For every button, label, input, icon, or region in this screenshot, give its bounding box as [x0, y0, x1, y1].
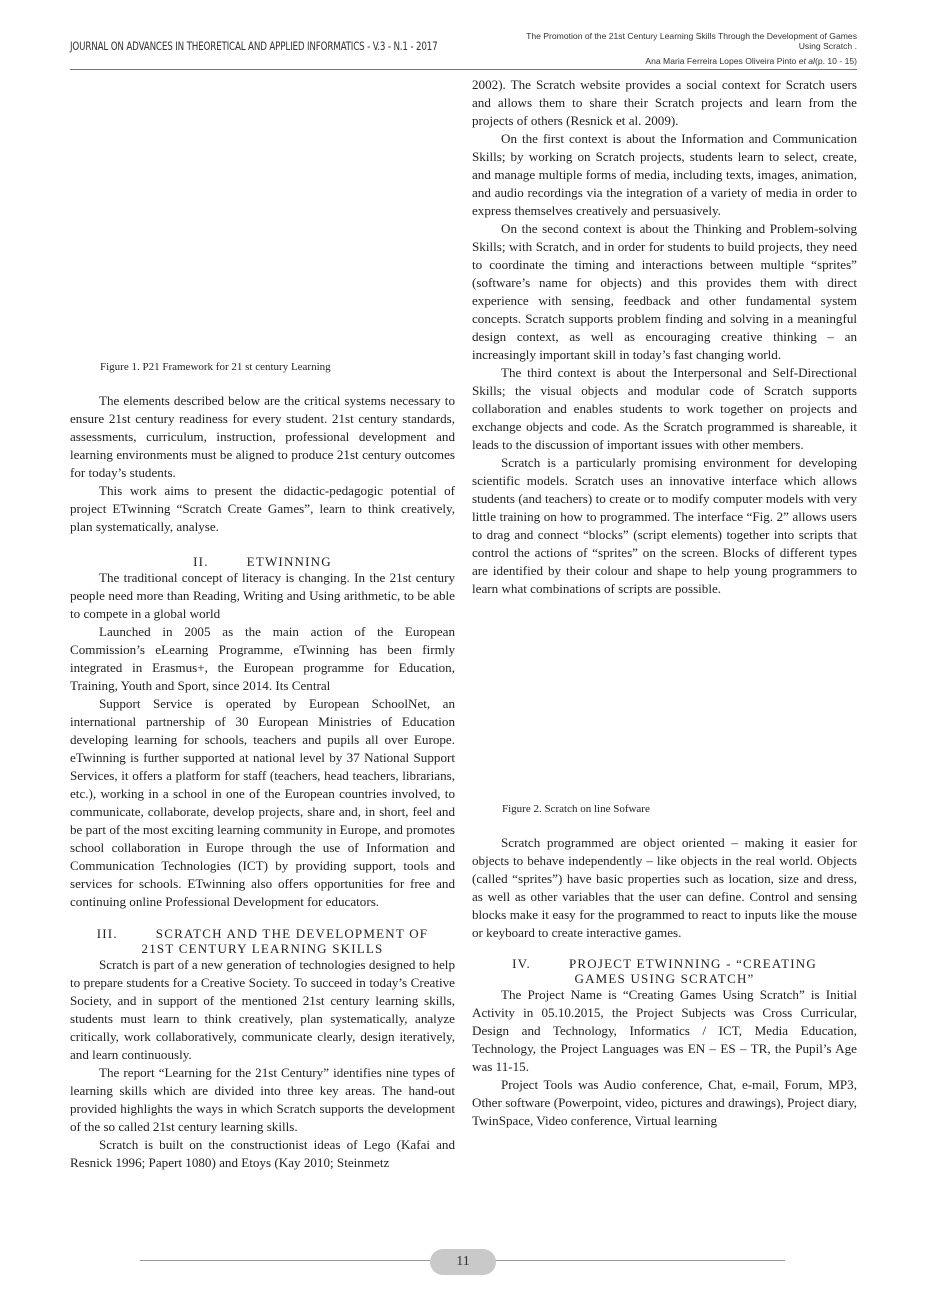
section-number: IV. [512, 956, 531, 971]
paragraph: The third context is about the Interpersonal and Self-Directional Skills; the visual objects and modular code of Scratch supports collaboration and enables students to work together on projects and exchange objects and code. As the Scratch programmed is shareable, it leads to the discussion of important issues with other members. [472, 365, 857, 452]
paragraph: The Project Name is “Creating Games Using Scratch” is Initial Activity in 05.10.2015, the Project Subjects was Cross Curricular, Design and Technology, Informatics / ICT, Media Education, Technology, the Project Languages was EN – ES – TR, the Pupil’s Age was 11-15. [472, 987, 857, 1074]
header-divider [70, 69, 857, 70]
paragraph: Scratch is built on the constructionist ideas of Lego (Kafai and Resnick 1996; Papert 1080) and Etoys (Kay 2010; Steinmetz [70, 1137, 455, 1170]
page-number: 11 [430, 1249, 496, 1275]
paragraph: This work aims to present the didactic-pedagogic potential of project ETwinning “Scratch Create Games”, learn to think creatively, plan systematically, analyse. [70, 483, 455, 534]
paragraph: Launched in 2005 as the main action of the European Commission’s eLearning Programme, eTwinning has been firmly integrated in Erasmus+, the European programme for Education, Training, Youth and Sport, since 2014. Its Central [70, 624, 455, 693]
paragraph: On the first context is about the Information and Communication Skills; by working on Scratch projects, students learn to select, create, and manage multiple forms of media, including texts, images, animation, and audio recordings via the integration of a variety of media in order to express themselves creatively and persuasively. [472, 131, 857, 218]
authors-etal: et al [798, 56, 815, 66]
paragraph: Project Tools was Audio conference, Chat, e-mail, Forum, MP3, Other software (Powerpoint, video, pictures and drawings), Project diary, TwinSpace, Video conference, Virtual learning [472, 1077, 857, 1128]
section-heading-2 [70, 554, 455, 569]
paragraph: The report “Learning for the 21st Century” identifies nine types of learning skills which are divided into three key areas. The hand-out provided highlights the ways in which Scratch supports the development of the so called 21st century learning skills. [70, 1065, 455, 1134]
section-title: ETWINNING [246, 554, 332, 569]
paragraph: Scratch is part of a new generation of technologies designed to help to prepare students for a Creative Society. To succeed in today’s Creative Society, and in support of the mentioned 21st century learning skills, students must learn to think creatively, plan systematically, analyze critically, work collaboratively, communicate clearly, design iteratively, and learn continuously. [70, 957, 455, 1062]
paragraph: Scratch is a particularly promising environment for developing scientific models. Scratch uses an innovative interface which allows students (and teachers) to create or to modify computer models with very little training on how to programmed. The interface “Fig. 2” allows users to drag and connect “blocks” (script elements) together into scripts that control the actions of “sprites” on the screen. Blocks of different types are identified by their colour and shape to help young programmers to learn what combinations of scripts are possible. [472, 455, 857, 596]
footer-divider-left [140, 1260, 430, 1261]
paragraph: The traditional concept of literacy is changing. In the 21st century people need more than Reading, Writing and Using arithmetic, to be able to compete in a global world [70, 570, 455, 621]
journal-title: JOURNAL ON ADVANCES IN THEORETICAL AND APPLIED INFORMATICS - V.3 - N.1 - 2017 [70, 40, 438, 53]
authors-line [437, 56, 857, 66]
section-number: III. [96, 926, 118, 941]
paragraph: On the second context is about the Thinking and Problem-solving Skills; with Scratch, and in order for students to build projects, they need to coordinate the timing and interactions between multiple “sprites” (software’s name for objects) and this provides them with direct experience with sensing, feedback and other fundamental system concepts. Scratch supports problem finding and solving in a meaningful design context, as well as encouraging creative thinking – an increasingly important skill in today’s fast changing world. [472, 221, 857, 362]
paragraph: The elements described below are the critical systems necessary to ensure 21st century readiness for every student. 21st century standards, assessments, curriculum, instruction, professional development and learning environments must be aligned to produce 21st century outcomes for today’s students. [70, 393, 455, 480]
figure-1-image-area [70, 76, 455, 360]
paragraph: 2002). The Scratch website provides a social context for Scratch users and allows them to share their Scratch projects and learn from the projects of others (Resnick et al. 2009). [472, 77, 857, 128]
section-number: II. [193, 554, 209, 569]
paragraph: Scratch programmed are object oriented – making it easier for objects to behave independently – like objects in the real world. Objects (called “sprites”) have basic properties such as location, size and dress, as well as other variables that the user can define. Control and sensing blocks make it easy for the programmed to react to inputs like the mouse or keyboard to create interactive games. [472, 835, 857, 940]
section-title-line2: 21ST CENTURY LEARNING SKILLS [141, 941, 384, 956]
section-title-line2: GAMES USING SCRATCH” [574, 971, 755, 986]
figure-2-image-area [472, 598, 857, 802]
section-heading-4 [472, 956, 857, 986]
section-title-line1: SCRATCH AND THE DEVELOPMENT OF [155, 926, 429, 941]
article-title-line2: Using Scratch . [798, 41, 857, 51]
figure-2-caption: Figure 2. Scratch on line Sofware [502, 803, 650, 815]
paragraph: Support Service is operated by European SchoolNet, an international partnership of 30 European Ministries of Education developing learning for schools, teachers and pupils all over Europe. eTwinning is further supported at national level by 37 National Support Services, it offers a platform for staff (teachers, head teachers, librarians, etc.), working in a school in one of the European countries involved, to communicate, collaborate, develop projects, share and, in short, feel and be part of the most exciting learning community in Europe, and promotes school collaboration in Europe through the use of Information and Communication Technologies (ICT) by providing support, tools and services for schools. ETwinning also offers opportunities for free and continuing online Professional Development for educators. [70, 696, 455, 909]
footer-divider-right [495, 1260, 785, 1261]
right-column [472, 76, 857, 1130]
figure-1-caption: Figure 1. P21 Framework for 21 st century Learning [100, 361, 331, 373]
authors-name: Ana Maria Ferreira Lopes Oliveira Pinto [645, 56, 799, 66]
section-title-line1: PROJECT ETWINNING - “CREATING [568, 956, 817, 971]
left-column [70, 76, 455, 1172]
section-heading-3 [70, 926, 455, 956]
running-header [437, 31, 857, 66]
authors-pages: (p. 10 - 15) [814, 56, 857, 66]
article-title-line1: The Promotion of the 21st Century Learning Skills Through the Development of Games [526, 31, 857, 41]
